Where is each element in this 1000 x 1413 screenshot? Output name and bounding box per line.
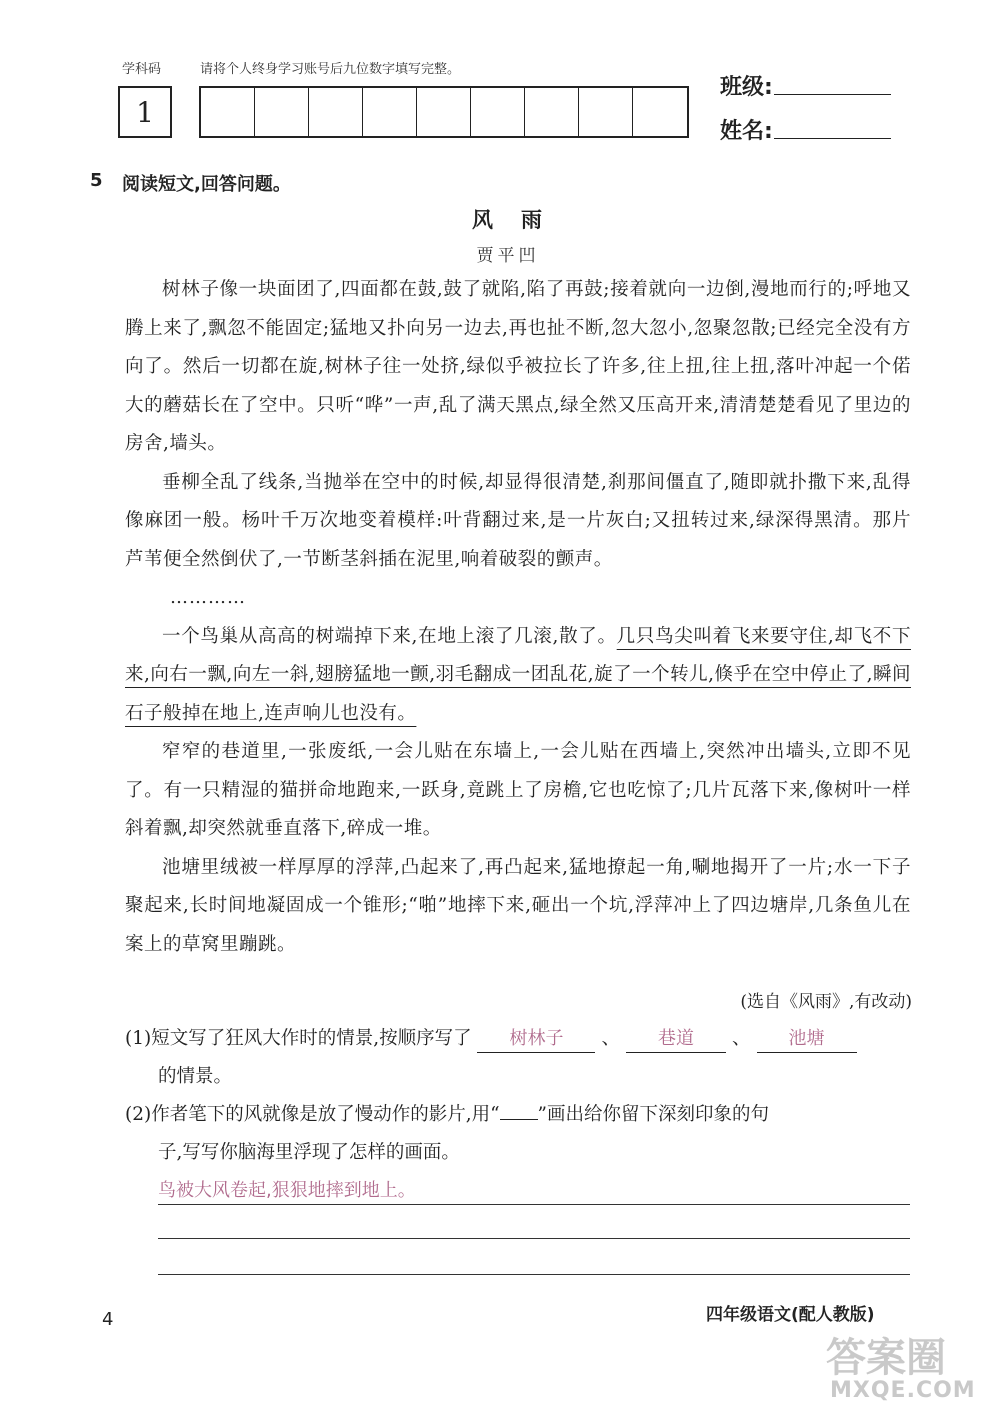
passage-title: 风雨: [472, 208, 570, 232]
underline-symbol: [500, 1101, 538, 1120]
watermark-logo: 答案圈: [826, 1335, 946, 1381]
q2-answer: 鸟被大风卷起,狠狠地摔到地上。: [158, 1180, 416, 1201]
account-digit-cell[interactable]: [633, 88, 687, 136]
account-digit-cell[interactable]: [417, 88, 471, 136]
class-field[interactable]: [774, 66, 891, 95]
page-number: 4: [102, 1309, 114, 1330]
class-label: 班级:: [720, 75, 773, 100]
q1-answer-1[interactable]: 树林子: [477, 1026, 595, 1053]
paragraph-3: [125, 618, 911, 734]
q1-prefix: (1)短文写了狂风大作时的情景,按顺序写了: [125, 1028, 472, 1049]
answer-line-2[interactable]: [158, 1204, 910, 1239]
account-instruction: 请将个人终身学习账号后九位数字填写完整。: [200, 62, 461, 77]
passage-author: 贾平凹: [476, 246, 540, 266]
book-title: 四年级语文(配人教版): [706, 1305, 875, 1325]
sub-question-1: [125, 1020, 925, 1058]
ellipsis: …………: [170, 587, 246, 608]
paragraph-4: 窄窄的巷道里,一张废纸,一会儿贴在东墙上,一会儿贴在西墙上,突然冲出墙头,立即不见了。有一只精湿的猫拼命地跑来,一跃身,竟跳上了房檐,它也吃惊了;几片瓦落下来,像树叶一样斜着飘,却突然就垂直落下,碎成一堆。: [125, 741, 911, 839]
q2-middle: ”画出给你留下深刻印象的句: [537, 1104, 770, 1125]
answer-line-1[interactable]: [158, 1170, 910, 1205]
account-digit-cell[interactable]: [471, 88, 525, 136]
q1-separator: 、: [732, 1028, 751, 1049]
account-digit-cell[interactable]: [363, 88, 417, 136]
account-digit-cell[interactable]: [255, 88, 309, 136]
paragraph-3-plain: 一个鸟巢从高高的树端掉下来,在地上滚了几滚,散了。: [162, 625, 617, 647]
subject-code-label: 学科码: [122, 62, 162, 77]
q1-separator: 、: [601, 1028, 620, 1049]
q2-prefix: (2)作者笔下的风就像是放了慢动作的影片,用“: [125, 1104, 500, 1125]
subject-code-box[interactable]: 1: [118, 86, 172, 138]
passage-body: [125, 271, 911, 964]
paragraph-2: 垂柳全乱了线条,当抛举在空中的时候,却显得很清楚,刹那间僵直了,随即就扑撒下来,乱得像麻团一般。杨叶千万次地变着模样:叶背翻过来,是一片灰白;又扭转过来,绿深得黑清。那片芦苇便全然倒伏了,一节断茎斜插在泥里,响着破裂的颤声。: [125, 471, 911, 570]
question-prompt: 阅读短文,回答问题。: [122, 174, 291, 195]
account-digit-cell[interactable]: [309, 88, 363, 136]
q2-line-2: 子,写写你脑海里浮现了怎样的画面。: [158, 1142, 460, 1163]
paragraph-1: 树林子像一块面团了,四面都在鼓,鼓了就陷,陷了再鼓;接着就向一边倒,漫地而行的;呼地又腾上来了,飘忽不能固定;猛地又扑向另一边去,再也扯不断,忽大忽小,忽聚忽散;已经完全没有方向了。然后一切都在旋,树林子往一处挤,绿似乎被拉长了许多,往上扭,往上扭,落叶冲起一个偌大的蘑菇长在了空中。只听“哗”一声,乱了满天黑点,绿全然又压高开来,清清楚楚看见了里边的房舍,墙头。: [125, 279, 911, 454]
watermark-url: MXQE.COM: [830, 1378, 976, 1403]
underlined-sentence: 几只鸟尖叫着飞来要守住,却飞不下来,向右一飘,向左一斜,翅膀猛地一颤,羽毛翻成一团乱花,旋了一个转儿,倏乎在空中停止了,瞬间石子般掉在地上,连声响儿也没有。: [125, 625, 911, 724]
q1-answer-3[interactable]: 池塘: [757, 1026, 857, 1053]
account-digit-cell[interactable]: [201, 88, 255, 136]
sub-question-2: [125, 1096, 769, 1134]
answer-line-3[interactable]: [158, 1240, 910, 1275]
paragraph-5: 池塘里绒被一样厚厚的浮萍,凸起来了,再凸起来,猛地撩起一角,唰地揭开了一片;水一下子聚起来,长时间地凝固成一个锥形;“啪”地摔下来,砸出一个坑,浮萍冲上了四边塘岸,几条鱼儿在案上的草窝里蹦跳。: [125, 856, 911, 955]
account-digit-cell[interactable]: [525, 88, 579, 136]
q1-suffix: 的情景。: [158, 1066, 233, 1087]
account-digit-boxes[interactable]: [199, 86, 689, 138]
name-field[interactable]: [774, 110, 891, 139]
account-digit-cell[interactable]: [579, 88, 633, 136]
name-label: 姓名:: [720, 119, 773, 144]
question-number: 5: [90, 170, 103, 191]
q1-answer-2[interactable]: 巷道: [626, 1026, 726, 1053]
passage-source: (选自《风雨》,有改动): [740, 992, 912, 1012]
